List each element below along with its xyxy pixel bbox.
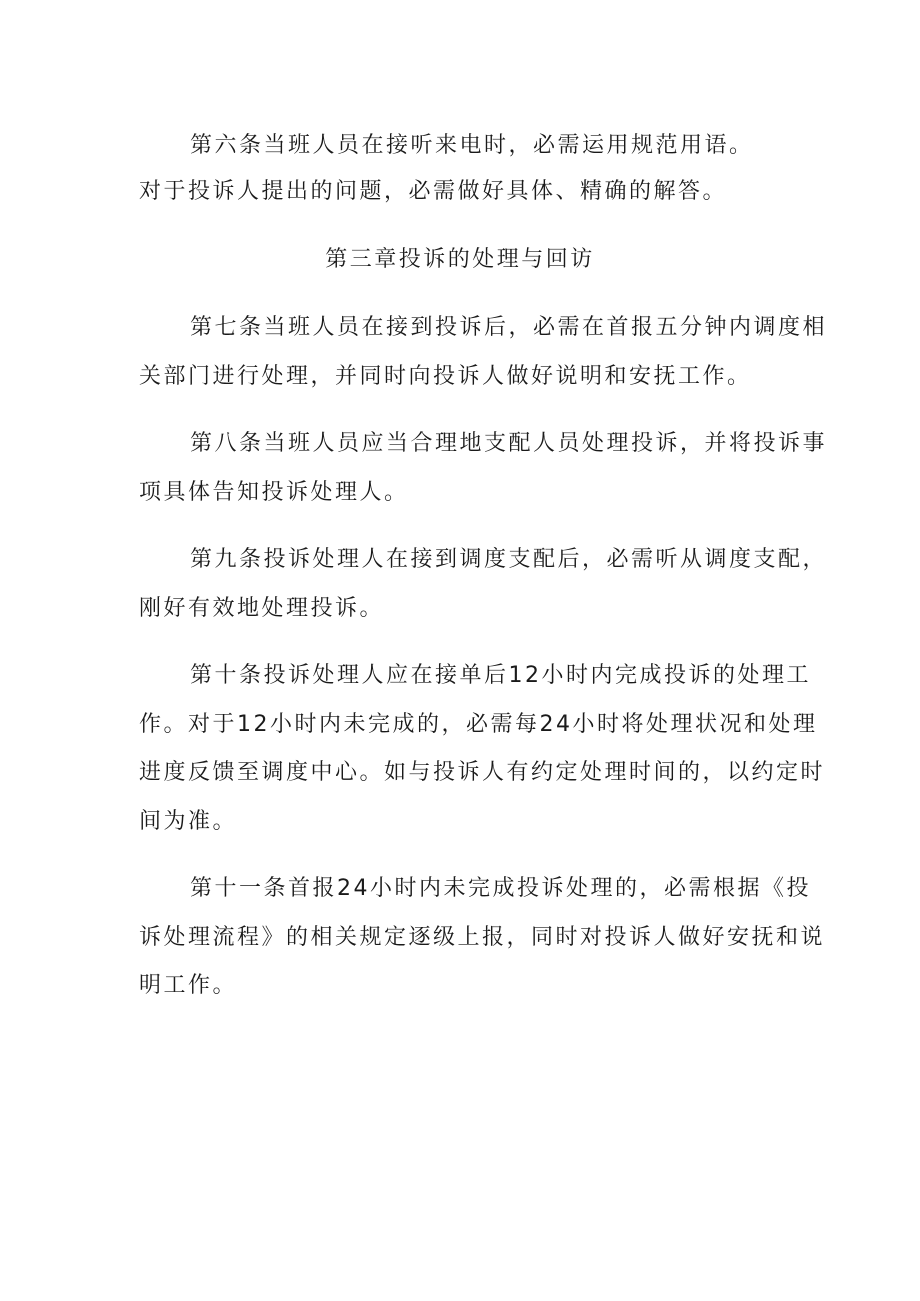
- article-11-line-2: 诉处理流程》的相关规定逐级上报，同时对投诉人做好安抚和说: [139, 925, 826, 950]
- article-11-line-1: 第十一条首报24小时内未完成投诉处理的，必需根据《投: [190, 876, 811, 901]
- article-11-line-3: 明工作。: [139, 973, 238, 998]
- article-7-line-2: 关部门进行处理，并同时向投诉人做好说明和安抚工作。: [139, 364, 752, 389]
- article-7-line-1: 第七条当班人员在接到投诉后，必需在首报五分钟内调度相: [190, 315, 828, 340]
- article-6-line-1: 第六条当班人员在接听来电时，必需运用规范用语。: [190, 133, 754, 158]
- article-8-line-2: 项具体告知投诉处理人。: [139, 480, 409, 505]
- article-8-line-1: 第八条当班人员应当合理地支配人员处理投诉，并将投诉事: [190, 431, 828, 456]
- article-6-line-2: 对于投诉人提出的问题，必需做好具体、精确的解答。: [139, 179, 728, 204]
- article-10-line-4: 间为准。: [139, 809, 238, 834]
- article-10-line-3: 进度反馈至调度中心。如与投诉人有约定处理时间的，以约定时: [139, 760, 826, 785]
- article-9-line-2: 刚好有效地处理投诉。: [139, 596, 385, 621]
- article-9-line-1: 第九条投诉处理人在接到调度支配后，必需听从调度支配，: [190, 547, 828, 572]
- chapter-3-title: 第三章投诉的处理与回访: [325, 247, 595, 272]
- article-10-line-1: 第十条投诉处理人应在接单后12小时内完成投诉的处理工: [190, 663, 811, 688]
- article-10-line-2: 作。对于12小时内未完成的，必需每24小时将处理状况和处理: [139, 712, 818, 737]
